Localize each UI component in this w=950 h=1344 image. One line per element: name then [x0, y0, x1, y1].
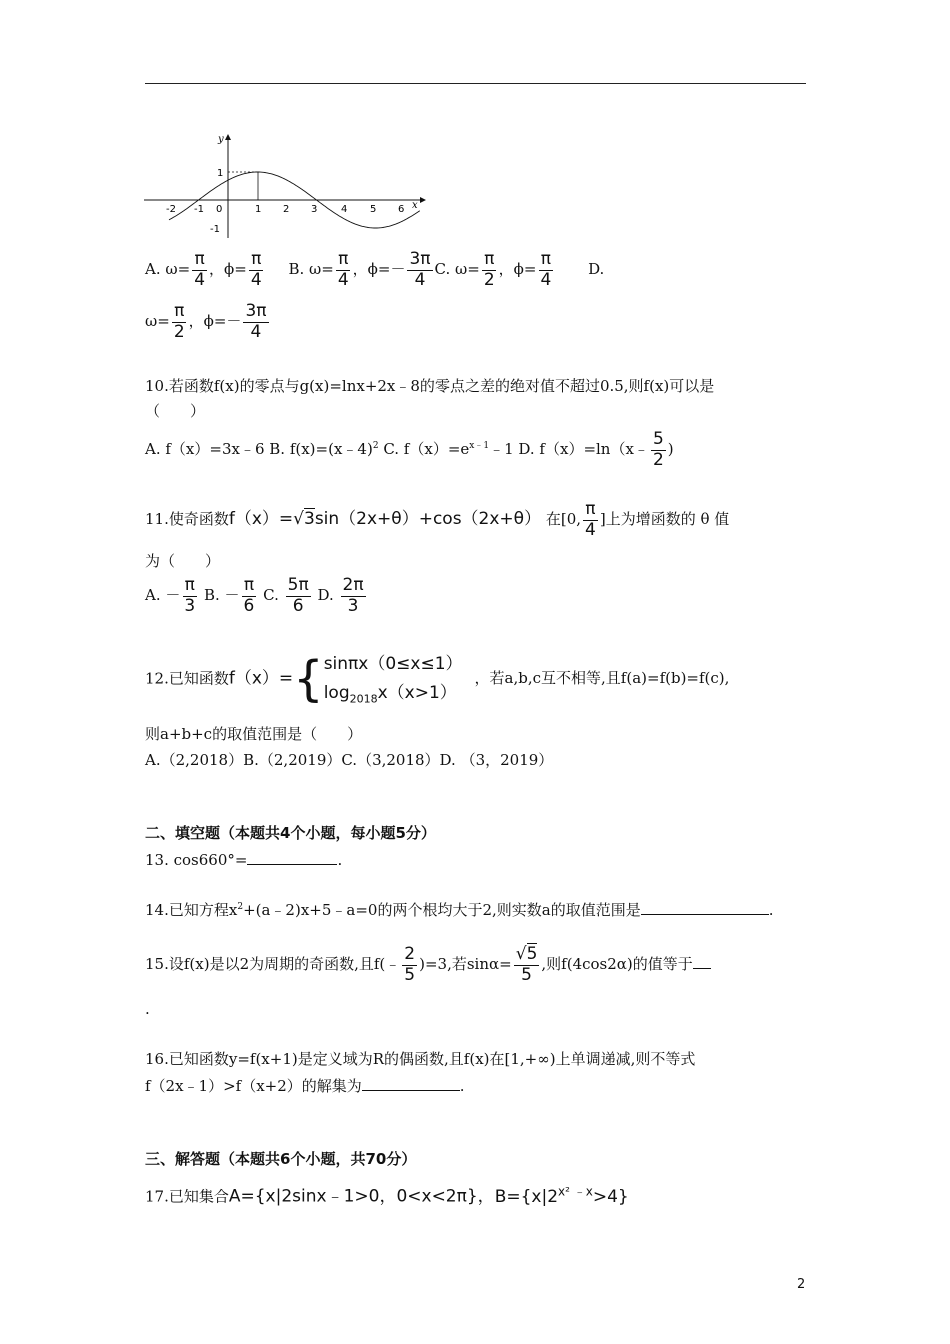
q9-c-omega-frac: $\frac{\pi}{2}$: [483, 249, 495, 290]
q9-c-phi: ，ϕ=: [498, 260, 537, 279]
q15-line2: .: [145, 1000, 150, 1018]
q13-text: 13. cos660°=: [145, 851, 248, 869]
q11-sqrt: √3: [293, 509, 315, 530]
q9-a-phi: ，ϕ=: [209, 260, 247, 279]
q15-post: ,则f(4cos2α)的值等于: [541, 955, 693, 974]
q11-func-pre: f（x）=: [228, 509, 294, 530]
q12-case1: sinπx（0≤x≤1）: [323, 654, 463, 674]
q10-options: [145, 430, 674, 470]
x-tick-neg2: -2: [166, 204, 176, 215]
q10-opt-ab: A. f（x）=3x﹣6 B. f(x)=(x﹣4): [145, 440, 373, 459]
q12-cases: [324, 650, 463, 709]
x-tick-1: 1: [255, 204, 262, 215]
q11-a: A. －: [145, 586, 181, 605]
q9-a-phi-frac: $\frac{\pi}{4}$: [250, 249, 262, 290]
q14-square: 2: [237, 902, 244, 912]
q12-stem: [145, 650, 729, 709]
q10-opt-c: C. f（x）=e: [378, 440, 470, 459]
q12-case2: $\log_{2018}x(x>1)$: [323, 682, 457, 706]
q11-d-frac: $\frac{2\pi}{3}$: [342, 575, 364, 616]
q14-pre: 14.已知方程x: [145, 901, 238, 919]
q11-d: D.: [317, 586, 339, 605]
y-tick-neg1: -1: [210, 224, 220, 235]
q17-set-b: $B=\{x|2^{x^2 ﹣x}>4\}$: [494, 1184, 629, 1207]
x-tick-2: 2: [283, 204, 290, 215]
x-tick-4: 4: [341, 204, 348, 215]
q10-paren: （ ）: [145, 402, 206, 420]
q11-options: [145, 576, 368, 616]
q11-stem: [145, 500, 729, 540]
q11-line2: 为（ ）: [145, 552, 221, 570]
x-axis-label: x: [412, 200, 418, 211]
x-tick-0: 0: [216, 204, 223, 215]
q9-options-line1: [145, 250, 604, 290]
q9-d-phi-frac: $\frac{3\pi}{4}$: [245, 301, 267, 342]
q15-blank[interactable]: [693, 954, 711, 969]
q12-stem-post: ，若a,b,c互不相等,且f(a)=f(b)=f(c),: [474, 669, 730, 688]
q9-a-label: A.: [145, 260, 161, 279]
q11-interval-frac: $\frac{\pi}{4}$: [585, 499, 596, 540]
y-axis-label: y: [218, 134, 224, 145]
q12-stem-pre: 12.已知函数: [145, 669, 229, 688]
q11-a-frac: $\frac{\pi}{3}$: [184, 575, 196, 616]
q13-blank[interactable]: [247, 850, 337, 865]
q9-a-omega: ω=: [165, 260, 191, 279]
q14-post: .: [768, 901, 774, 919]
q16-blank[interactable]: [362, 1076, 460, 1091]
q12-line2: 则a+b+c的取值范围是（ ）: [145, 725, 363, 743]
q17: [145, 1184, 629, 1207]
q9-b-omega-frac: $\frac{\pi}{4}$: [337, 249, 349, 290]
y-axis-arrow: [225, 134, 231, 140]
q9-c-label: C.: [434, 260, 451, 279]
q11-interval-pre: 在[0,: [541, 510, 582, 529]
q11-b-frac: $\frac{\pi}{6}$: [243, 575, 255, 616]
header-rule: [145, 83, 806, 84]
sine-graph: [140, 128, 430, 243]
q13-post: .: [337, 851, 343, 869]
x-tick-3: 3: [311, 204, 318, 215]
q9-d-phi: ，ϕ=－: [188, 312, 242, 331]
q11-b: B. －: [203, 586, 240, 605]
q9-b-phi: ，ϕ=－: [352, 260, 406, 279]
q17-set-a: A={x|2sinx﹣1>0，0<x<2π}，: [228, 1186, 495, 1207]
x-tick-6: 6: [398, 204, 405, 215]
q16-line2-pre: f（2x﹣1）>f（x+2）的解集为: [145, 1077, 362, 1095]
q14-blank[interactable]: [641, 900, 769, 915]
q14: [145, 900, 774, 919]
q9-b-phi-frac: $\frac{3\pi}{4}$: [409, 249, 431, 290]
q10-square: 2: [372, 441, 379, 452]
q9-b-omega: ω=: [309, 260, 334, 279]
q10-d-frac: $\frac{5}{2}$: [652, 429, 664, 470]
q15-mid: )=3,若sinα=: [419, 955, 512, 974]
q11-interval-post: ]上为增函数的 θ 值: [599, 510, 730, 529]
q11-stem-pre: 11.使奇函数: [145, 510, 229, 529]
q9-d-label: D.: [588, 260, 605, 279]
q13: [145, 850, 342, 869]
section3-title: 三、解答题（本题共6个小题，共70分）: [145, 1150, 417, 1168]
q16-line2: [145, 1076, 465, 1095]
y-tick-1: 1: [217, 168, 224, 179]
q9-options-line2: [145, 302, 271, 342]
q15-pre: 15.设f(x)是以2为周期的奇函数,且f(﹣: [145, 955, 401, 974]
q11-c: C.: [263, 586, 284, 605]
q10-opt-d: ﹣1 D. f（x）=ln（x﹣: [489, 440, 649, 459]
q11-c-frac: $\frac{5\pi}{6}$: [287, 575, 309, 616]
q17-pre: 17.已知集合: [145, 1187, 229, 1206]
q9-c-phi-frac: $\frac{\pi}{4}$: [540, 249, 552, 290]
q12-options: A.（2,2018）B.（2,2019）C.（3,2018）D. （3，2019）: [145, 751, 554, 769]
q9-a-omega-frac: $\frac{\pi}{4}$: [194, 249, 206, 290]
q16-line2-post: .: [459, 1077, 465, 1095]
q15: [145, 945, 711, 985]
page-number: 2: [797, 1277, 806, 1292]
q10-exp: x﹣1: [469, 441, 490, 452]
q11-func-post: sin（2x+θ）+cos（2x+θ）: [314, 509, 542, 530]
q14-mid: +(a﹣2)x+5﹣a=0的两个根均大于2,则实数a的取值范围是: [243, 901, 641, 919]
q9-b-label: B.: [288, 260, 305, 279]
q15-s-frac: $\frac{√5}{5}$: [515, 944, 538, 985]
q15-f-frac: $\frac{2}{5}$: [404, 944, 416, 985]
q9-d-omega: ω=: [145, 312, 170, 331]
q9-c-omega: ω=: [455, 260, 480, 279]
section2-title: 二、填空题（本题共4个小题，每小题5分）: [145, 824, 436, 842]
q10-d-close: ): [667, 440, 674, 459]
x-tick-5: 5: [370, 204, 377, 215]
q10-stem: 10.若函数f(x)的零点与g(x)=lnx+2x﹣8的零点之差的绝对值不超过0.5,则f(x)可以是: [145, 377, 715, 395]
q12-brace: {: [293, 651, 324, 708]
q16-line1: 16.已知函数y=f(x+1)是定义域为R的偶函数,且f(x)在[1,+∞)上单调递减,则不等式: [145, 1050, 696, 1068]
x-axis-arrow: [420, 197, 426, 203]
q12-func-pre: f（x）=: [228, 668, 294, 689]
x-tick-neg1: -1: [194, 204, 204, 215]
q9-d-omega-frac: $\frac{\pi}{2}$: [173, 301, 185, 342]
